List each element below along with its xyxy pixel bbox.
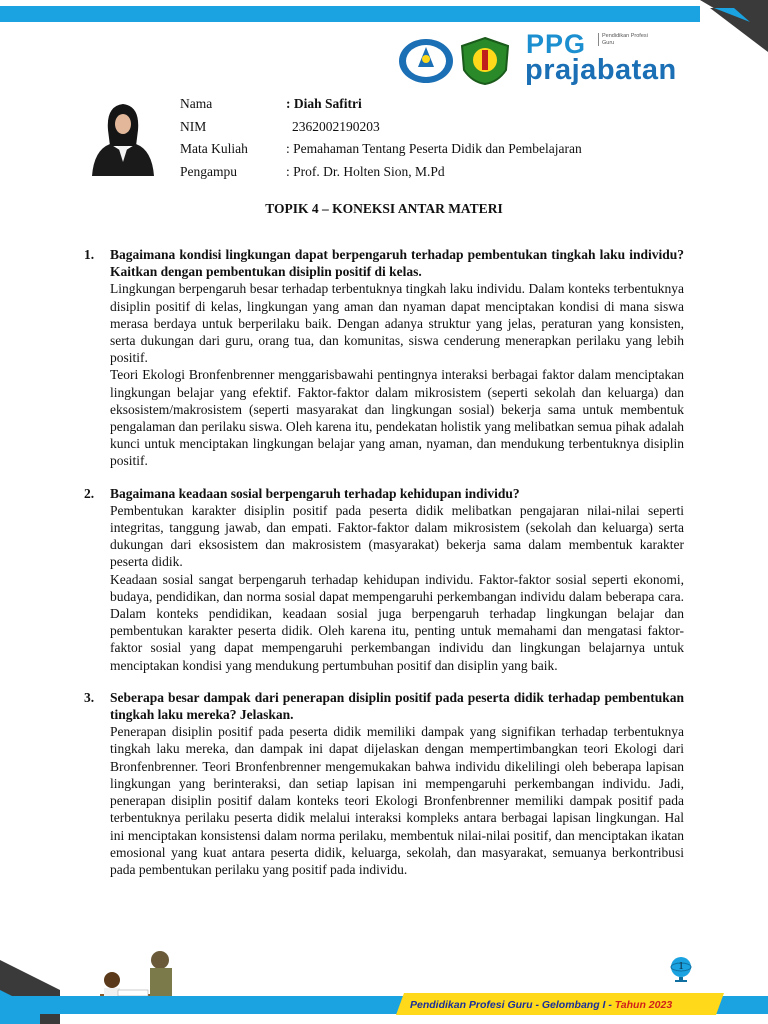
page-number-badge — [667, 955, 695, 983]
footer-label: Pendidikan Profesi Guru - Gelombang I - — [410, 999, 615, 1011]
student-photo — [90, 100, 156, 176]
question-item — [84, 485, 684, 674]
question-number: 2. — [84, 485, 95, 501]
question-text: Bagaimana keadaan sosial berpengaruh terhadap kehidupan individu? — [110, 485, 520, 501]
info-row-nim — [180, 116, 582, 139]
info-row-nama — [180, 93, 582, 116]
footer-year: Tahun 2023 — [614, 999, 673, 1011]
header-blue-bar — [0, 6, 700, 22]
answer-paragraph: Penerapan disiplin positif pada peserta didik memiliki dampak yang signifikan terhadap terbentuknya tingkah laku mereka, dan dampak ini dapat dijelaskan dengan mempertimbangkan teori Ekologi dari Bronfenbrenner. Teori Bronfenbrenner mengemukakan bahwa individu dikelilingi oleh beberapa lapisan lingkungan yang berinteraksi, dan setiap lapisan ini mempengaruhi perkembangan individu. Jadi, penerapan disiplin positif dalam konteks teori Ekologi Bronfenbrenner memiliki dampak positif pada terbentuknya perilaku peserta didik melalui interaksi kompleks antara berbagai lapisan lingkungan. Hal ini menciptakan konsistensi dalam norma perilaku, membentuk nilai-nilai positif, dan menciptakan ikatan emosional yang kuat antara peserta didik, keluarga, sekolah, dan masyarakat, semuanya berkontribusi pada pembentukan perilaku yang positif pada individu. — [110, 724, 684, 877]
answer-paragraph: Teori Ekologi Bronfenbrenner menggarisbawahi pentingnya interaksi berbagai faktor dalam menciptakan lingkungan belajar yang efektif. Faktor-faktor dalam mikrosistem (seperti sekolah dan keluarga) dan eksosistem/makrosistem (seperti masyarakat dan lingkungan sosial) bekerja sama untuk membentuk pengalaman dan perilaku siswa. Oleh karena itu, pendekatan holistik yang melibatkan semua pihak adalah kunci untuk menciptakan lingkungan belajar yang aman, nyaman, dan mendukung terbentuknya disiplin positif. — [110, 367, 684, 469]
info-label: Nama — [180, 96, 213, 111]
prajabatan-logo-text: prajabatan — [525, 54, 677, 86]
header-corner-decoration — [700, 0, 768, 60]
question-number: 1. — [84, 247, 95, 262]
answer-paragraph: Lingkungan berpengaruh besar terhadap terbentuknya tingkah laku individu. Dalam konteks terbentuknya disiplin positif di kelas, lingkungan yang aman dan nyaman dapat menciptakan kondisi di mana siswa merasa berdaya untuk berperilaku baik. Dengan adanya struktur yang jelas, peraturan yang konsisten, serta dukungan dari guru, orang tua, dan komunitas, siswa cenderung menerapkan perilaku yang lebih positif. — [110, 281, 684, 366]
questions-list — [84, 246, 684, 893]
footer-text — [410, 996, 710, 1014]
answer-paragraph: Pembentukan karakter disiplin positif pada peserta didik melibatkan pengajaran nilai-nilai seperti integritas, tanggung jawab, dan empati. Faktor-faktor dalam mikrosistem (sekolah dan keluarga) serta dukungan dari eksosistem dan makrosistem (masyarakat) bekerja sama dalam membentuk karakter peserta didik. — [110, 502, 684, 570]
question-number: 3. — [84, 689, 95, 705]
university-logo — [458, 36, 512, 86]
info-label: Mata Kuliah — [180, 141, 248, 156]
ppg-logo-subtitle: Pendidikan Profesi Guru — [598, 33, 652, 46]
tut-wuri-handayani-logo — [398, 37, 454, 85]
student-info — [180, 93, 582, 183]
info-label: NIM — [180, 118, 207, 134]
question-text: Bagaimana kondisi lingkungan dapat berpengaruh terhadap pembentukan tingkah laku individu? Kaitkan dengan pembentukan disiplin positif di kelas. — [110, 247, 684, 280]
document-title: TOPIK 4 – KONEKSI ANTAR MATERI — [265, 201, 503, 216]
info-row-mata-kuliah — [180, 138, 582, 161]
question-item — [84, 246, 684, 470]
answer-paragraph: Keadaan sosial sangat berpengaruh terhadap kehidupan individu. Faktor-faktor sosial seperti ekonomi, budaya, pendidikan, dan norma sosial dapat mempengaruhi perkembangan individu dalam beberapa cara. Dalam konteks pendidikan, keadaan sosial juga berpengaruh terhadap lingkungan belajar dan pembentukan karakter peserta didik. Oleh karena itu, penting untuk memahami dan mengatasi faktor-faktor sosial yang dapat mempengaruhi perkembangan individu dan lingkungan belajarnya untuk menciptakan kondisi yang mendukung pertumbuhan positif dan disiplin yang baik. — [110, 571, 684, 673]
info-label: Pengampu — [180, 163, 237, 179]
page-number: 1 — [678, 960, 684, 972]
question-item — [84, 689, 684, 878]
info-value: 2362002190203 — [292, 118, 380, 134]
info-value: : Pemahaman Tentang Peserta Didik dan Pembelajaran — [286, 141, 582, 156]
info-value: : Prof. Dr. Holten Sion, M.Pd — [286, 163, 445, 179]
info-value: : Diah Safitri — [286, 96, 362, 111]
ppg-logo-text: PPG — [526, 29, 587, 59]
question-text: Seberapa besar dampak dari penerapan disiplin positif pada peserta didik terhadap pembentukan tingkah laku mereka? Jelaskan. — [110, 689, 684, 723]
info-row-pengampu — [180, 161, 582, 184]
